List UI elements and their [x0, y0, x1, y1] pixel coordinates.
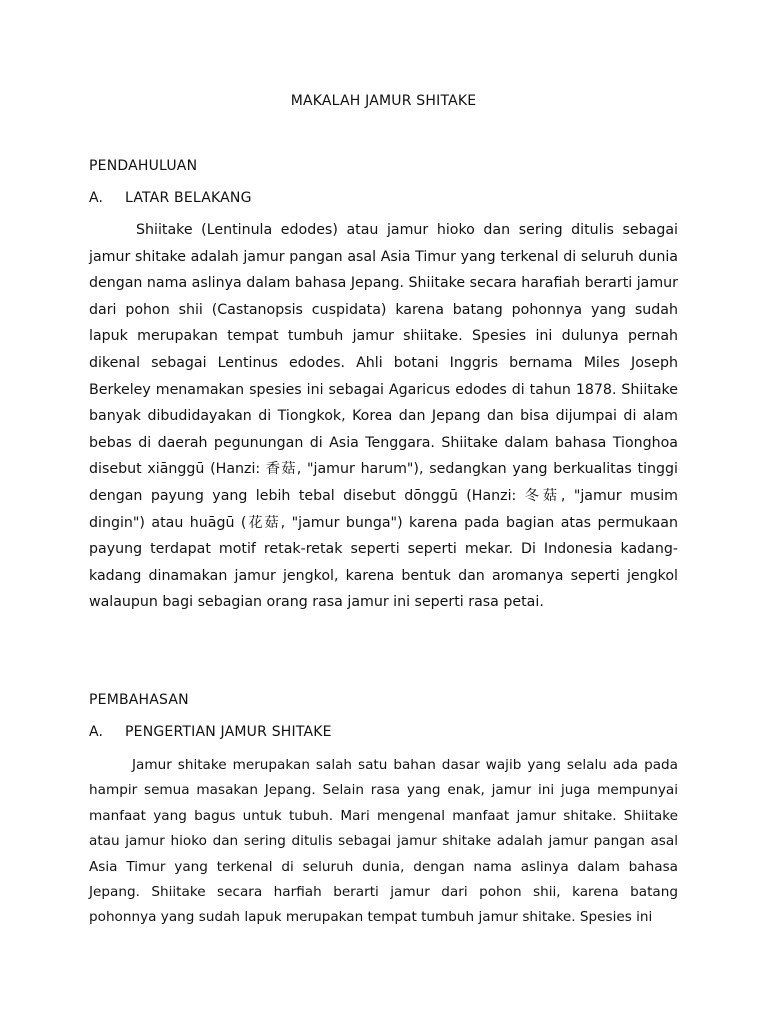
subsection-title: LATAR BELAKANG [125, 190, 252, 206]
section-heading-pendahuluan: PENDAHULUAN [89, 158, 198, 174]
subsection-heading-pengertian [89, 724, 332, 740]
document-title: MAKALAH JAMUR SHITAKE [290, 93, 477, 109]
paragraph-latar-belakang: Shiitake (Lentinula edodes) atau jamur hioko dan sering ditulis sebagai jamur shitake adalah jamur pangan asal Asia Timur yang terkenal di seluruh dunia dengan nama aslinya dalam bahasa Jepang. Shiitake secara harafiah berarti jamur dari pohon shii (Castanopsis cuspidata) karena batang pohonnya yang sudah lapuk merupakan tempat tumbuh jamur shiitake. Spesies ini dulunya pernah dikenal sebagai Lentinus edodes. Ahli botani Inggris bernama Miles Joseph Berkeley menamakan spesies ini sebagai Agaricus edodes di tahun 1878. Shiitake banyak dibudidayakan di Tiongkok, Korea dan Jepang dan bisa dijumpai di alam bebas di daerah pegunungan di Asia Tenggara. Shiitake dalam bahasa Tionghoa disebut xiānggū (Hanzi: 香菇, "jamur harum"), sedangkan yang berkualitas tinggi dengan payung yang lebih tebal disebut dōnggū (Hanzi: 冬菇, "jamur musim dingin") atau huāgū (花菇, "jamur bunga") karena pada bagian atas permukaan payung terdapat motif retak-retak seperti seperti mekar. Di Indonesia kadang-kadang dinamakan jamur jengkol, karena bentuk dan aromanya seperti jengkol walaupun bagi sebagian orang rasa jamur ini seperti rasa petai. [89, 222, 678, 611]
subsection-letter: A. [89, 724, 104, 740]
subsection-heading-latar-belakang [89, 190, 252, 206]
subsection-title: PENGERTIAN JAMUR SHITAKE [125, 724, 332, 740]
section-heading-pembahasan: PEMBAHASAN [89, 692, 189, 708]
paragraph-pengertian: Jamur shitake merupakan salah satu bahan dasar wajib yang selalu ada pada hampir semua masakan Jepang. Selain rasa yang enak, jamur ini juga mempunyai manfaat yang bagus untuk tubuh. Mari mengenal manfaat jamur shitake. Shiitake atau jamur hioko dan sering ditulis sebagai jamur shitake adalah jamur pangan asal Asia Timur yang terkenal di seluruh dunia, dengan nama aslinya dalam bahasa Jepang. Shiitake secara harfiah berarti jamur dari pohon shii, karena batang pohonnya yang sudah lapuk merupakan tempat tumbuh jamur shitake. Spesies ini [89, 757, 678, 926]
subsection-letter: A. [89, 190, 104, 206]
